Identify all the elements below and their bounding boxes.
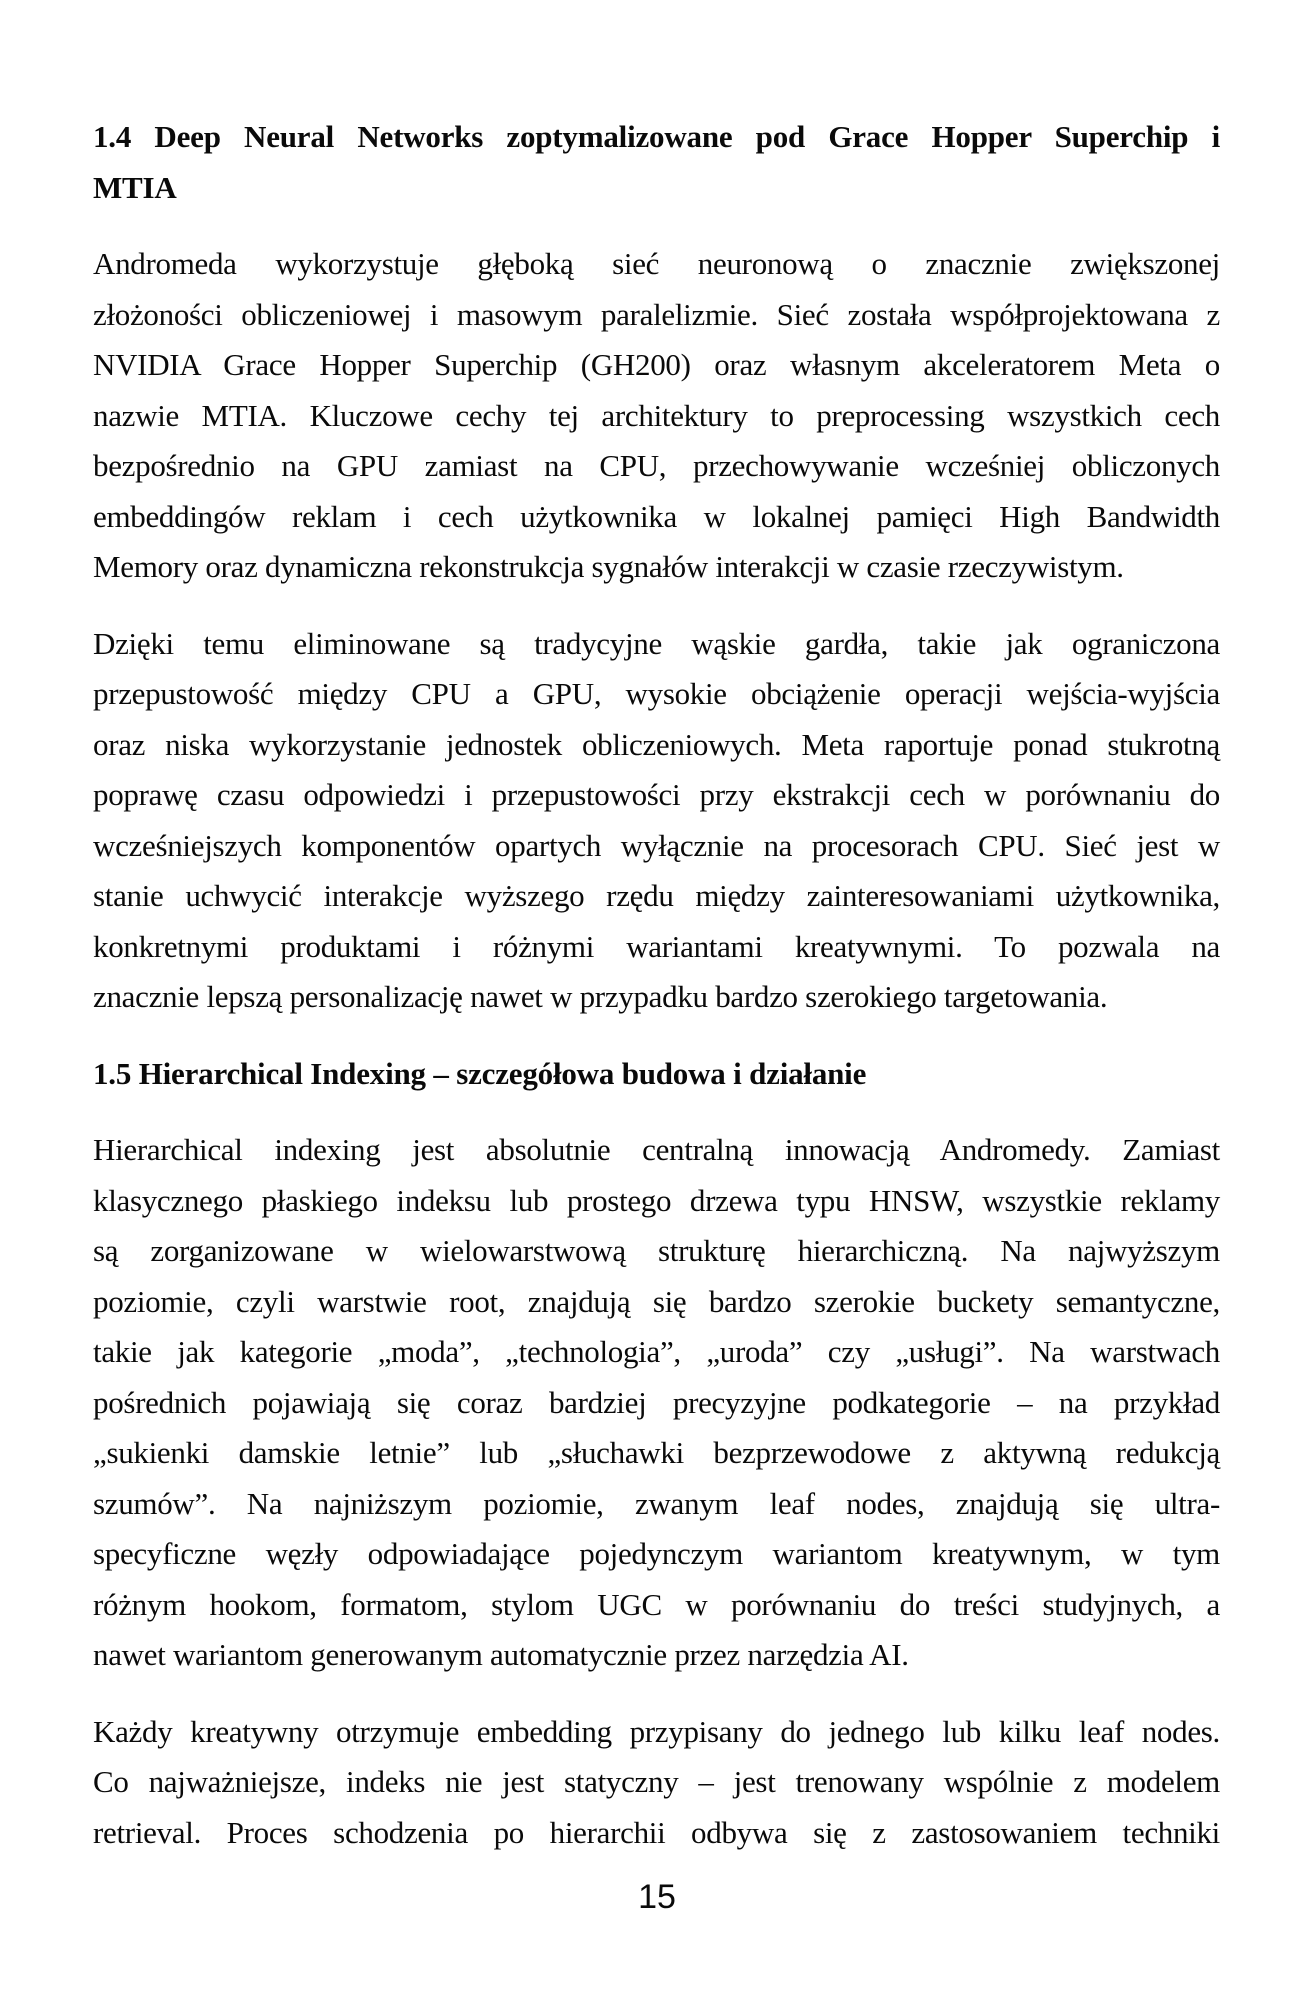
text-line: Dzięki temu eliminowane są tradycyjne wąskie gardła, takie jak ograniczona <box>93 625 1220 661</box>
text-line: konkretnymi produktami i różnymi wariantami kreatywnymi. To pozwala na <box>93 928 1220 964</box>
text-line: specyficzne węzły odpowiadające pojedynczym wariantom kreatywnym, w tym <box>93 1536 1220 1571</box>
text-line: znacznie lepszą personalizację nawet w przypadku bardzo szerokiego targetowania. <box>93 979 1108 1014</box>
text-line: 1.5 Hierarchical Indexing – szczegółowa budowa i działanie <box>93 1055 867 1091</box>
text-line: poziomie, czyli warstwie root, znajdują się bardzo szerokie buckety semantyczne, <box>93 1283 1220 1319</box>
text-line: bezpośrednio na GPU zamiast na CPU, przechowywanie wcześniej obliczonych <box>93 448 1220 483</box>
page-number: 15 <box>638 1878 676 1916</box>
text-line: są zorganizowane w wielowarstwową strukturę hierarchiczną. Na najwyższym <box>93 1233 1220 1268</box>
text-line: Hierarchical indexing jest absolutnie centralną innowacją Andromedy. Zamiast <box>93 1132 1220 1167</box>
text-line: MTIA <box>93 169 177 205</box>
text-line: Andromeda wykorzystuje głęboką sieć neuronową o znacznie zwiększonej <box>93 246 1220 281</box>
text-line: Każdy kreatywny otrzymuje embedding przypisany do jednego lub kilku leaf nodes. <box>93 1713 1220 1749</box>
text-line: embeddingów reklam i cech użytkownika w lokalnej pamięci High Bandwidth <box>93 498 1220 534</box>
text-line: nawet wariantom generowanym automatycznie przez narzędzia AI. <box>93 1637 909 1672</box>
document-content <box>93 112 1220 1858</box>
text-line: złożoności obliczeniowej i masowym paralelizmie. Sieć została współprojektowana z <box>93 296 1220 332</box>
text-line: 1.4 Deep Neural Networks zoptymalizowane pod Grace Hopper Superchip i <box>93 119 1220 154</box>
text-line: takie jak kategorie „moda”, „technologia”, „uroda” czy „usługi”. Na warstwach <box>93 1334 1220 1369</box>
text-line: Memory oraz dynamiczna rekonstrukcja sygnałów interakcji w czasie rzeczywistym. <box>93 549 1124 584</box>
paragraph-4 <box>93 1707 1220 1859</box>
section-heading-1-5 <box>93 1049 1220 1100</box>
text-line: Co najważniejsze, indeks nie jest statyczny – jest trenowany wspólnie z modelem <box>93 1764 1220 1799</box>
text-line: oraz niska wykorzystanie jednostek obliczeniowych. Meta raportuje ponad stukrotną <box>93 726 1220 762</box>
text-line: szumów”. Na najniższym poziomie, zwanym leaf nodes, znajdują się ultra- <box>93 1485 1220 1521</box>
text-line: NVIDIA Grace Hopper Superchip (GH200) oraz własnym akceleratorem Meta o <box>93 347 1220 382</box>
text-line: pośrednich pojawiają się coraz bardziej precyzyjne podkategorie – na przykład <box>93 1384 1220 1420</box>
text-line: przepustowość między CPU a GPU, wysokie obciążenie operacji wejścia-wyjścia <box>93 676 1220 711</box>
text-line: retrieval. Proces schodzenia po hierarchii odbywa się z zastosowaniem techniki <box>93 1814 1220 1850</box>
paragraph-1 <box>93 239 1220 593</box>
section-heading-1-4 <box>93 112 1220 213</box>
text-line: klasycznego płaskiego indeksu lub prostego drzewa typu HNSW, wszystkie reklamy <box>93 1182 1220 1218</box>
paragraph-3 <box>93 1125 1220 1681</box>
text-line: wcześniejszych komponentów opartych wyłącznie na procesorach CPU. Sieć jest w <box>93 827 1220 863</box>
paragraph-2 <box>93 619 1220 1023</box>
text-line: różnym hookom, formatom, stylom UGC w porównaniu do treści studyjnych, a <box>93 1586 1220 1622</box>
text-line: poprawę czasu odpowiedzi i przepustowości przy ekstrakcji cech w porównaniu do <box>93 777 1220 812</box>
text-line: nazwie MTIA. Kluczowe cechy tej architektury to preprocessing wszystkich cech <box>93 397 1220 433</box>
text-line: stanie uchwycić interakcje wyższego rzędu między zainteresowaniami użytkownika, <box>93 878 1220 913</box>
text-line: „sukienki damskie letnie” lub „słuchawki bezprzewodowe z aktywną redukcją <box>93 1435 1220 1470</box>
